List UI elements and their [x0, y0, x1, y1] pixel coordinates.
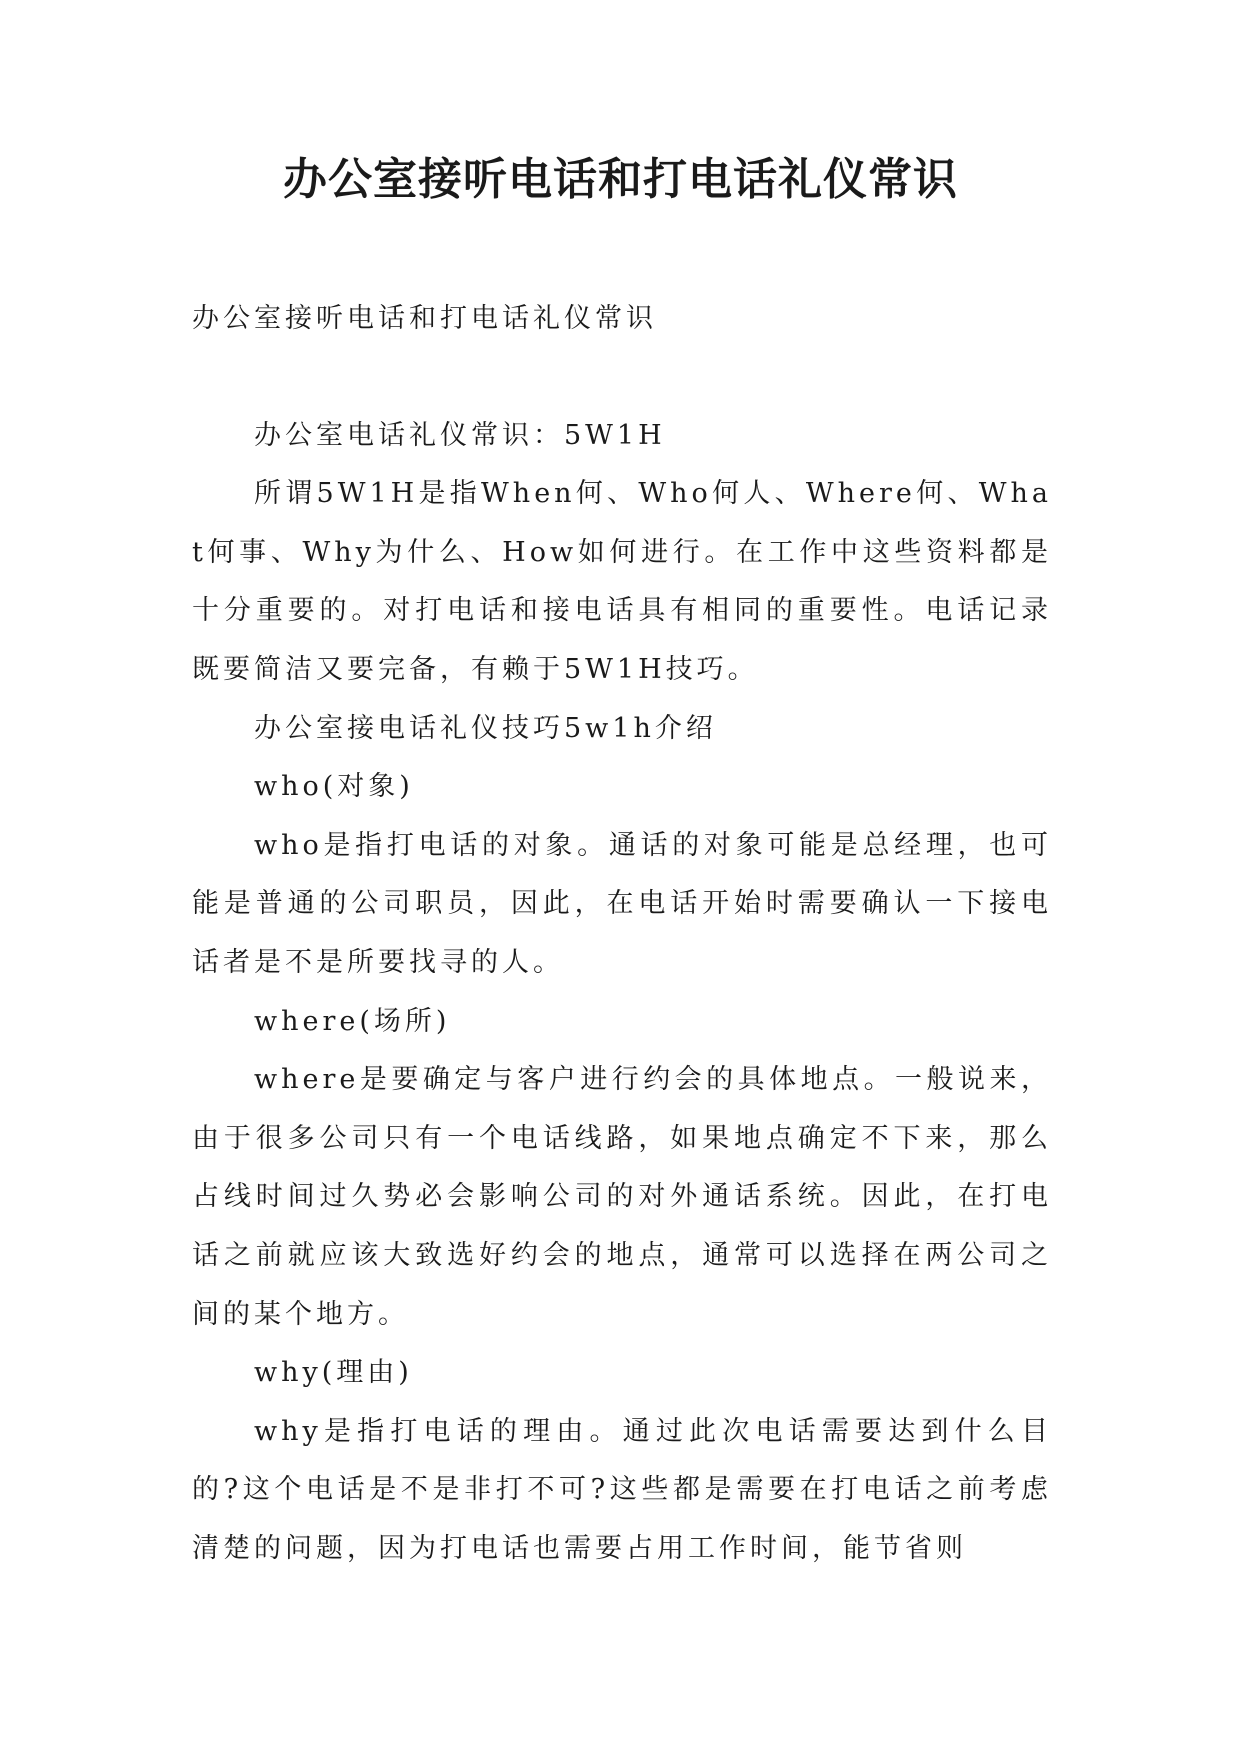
document-subtitle: 办公室接听电话和打电话礼仪常识 — [192, 303, 657, 334]
paragraph-why-heading: why(理由) — [254, 1357, 413, 1389]
paragraph-5w1h-intro: 办公室接电话礼仪技巧5w1h介绍 — [254, 712, 717, 744]
paragraph-5w1h-heading: 办公室电话礼仪常识：5W1H — [254, 419, 666, 451]
paragraph-where-body: where是要确定与客户进行约会的具体地点。一般说来，由于很多公司只有一个电话线路，如果地点确定不下来，那么占线时间过久势必会影响公司的对外通话系统。因此，在打电话之前就应该大致选好约会的地点，通常可以选择在两公司之间的某个地方。 — [192, 1064, 1052, 1330]
paragraph-5w1h-definition: 所谓5W1H是指When何、Who何人、Where何、What何事、Why为什么、How如何进行。在工作中这些资料都是十分重要的。对打电话和接电话具有相同的重要性。电话记录既要简洁又要完备，有赖于5W1H技巧。 — [192, 478, 1052, 685]
paragraph-who-body: who是指打电话的对象。通话的对象可能是总经理，也可能是普通的公司职员，因此，在电话开始时需要确认一下接电话者是不是所要找寻的人。 — [192, 829, 1052, 978]
paragraph-why-body: why是指打电话的理由。通过此次电话需要达到什么目的?这个电话是不是非打不可?这些都是需要在打电话之前考虑清楚的问题，因为打电话也需要占用工作时间，能节省则 — [192, 1415, 1052, 1564]
document-title: 办公室接听电话和打电话礼仪常识 — [283, 154, 958, 205]
document-body — [192, 290, 1052, 1578]
paragraph-who-heading: who(对象) — [254, 771, 414, 803]
paragraph-where-heading: where(场所) — [254, 1005, 451, 1037]
